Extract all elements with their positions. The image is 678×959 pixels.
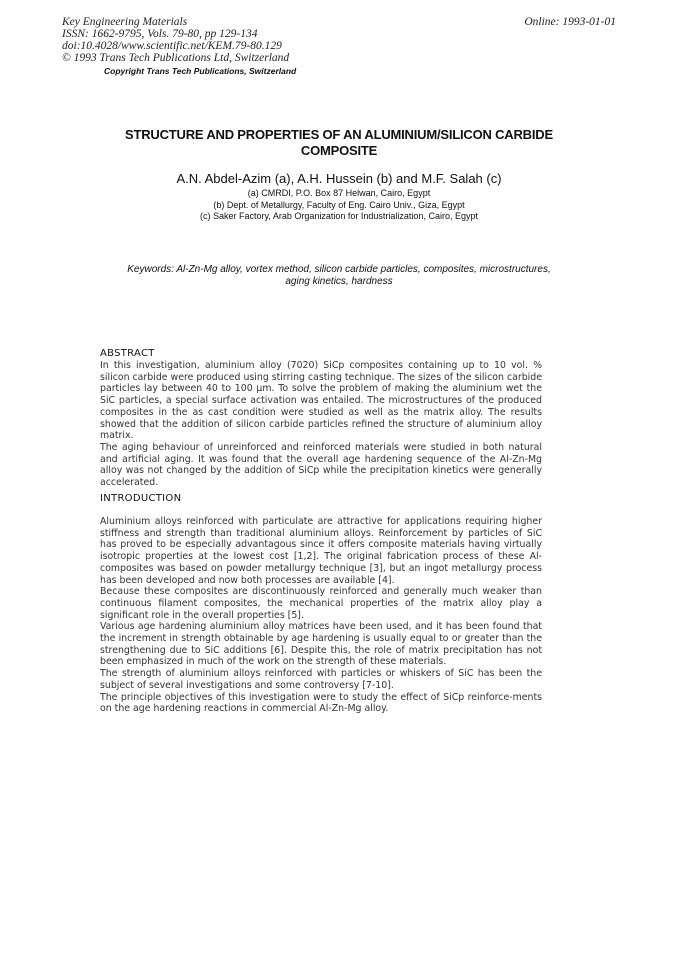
affiliation-b: (b) Dept. of Metallurgy, Faculty of Eng. Cairo Univ., Giza, Egypt (213, 199, 465, 210)
abstract-paragraph: The aging behaviour of unreinforced and reinforced materials were studied in both natural and artificial aging. It was found that the overall age hardening sequence of the Al-Zn-Mg alloy was not changed by the addition of SiCp while the precipitation kinetics were generally accelerated. (100, 441, 542, 489)
journal-copyright-line: © 1993 Trans Tech Publications Ltd, Switzerland (62, 52, 290, 64)
journal-issn: ISSN: 1662-9795, Vols. 79-80, pp 129-134 (62, 28, 258, 40)
abstract-paragraph: In this investigation, aluminium alloy (7020) SiCp composites containing up to 10 vol. % silicon carbide were produced using stirring casting technique. The sizes of the silicon carbide particles lay between 40 to 100 µm. To solve the problem of making the aluminium wet the SiC particles, a special surface activation was entailed. The microstructures of the produced composites in the as cast condition were studied as well as the matrix alloy. The results showed that the addition of silicon carbide particles refined the structure of aluminium alloy matrix. (100, 360, 542, 442)
journal-info (62, 16, 289, 64)
introduction-body (100, 516, 542, 715)
introduction-paragraph: Aluminium alloys reinforced with particulate are attractive for applications requiring higher stiffness and strength than traditional aluminium alloys. Reinforcement by particles of SiC has proved to be especially advantagous since it offers composite materials having virtually isotropic properties at the lowest cost [1,2]. The original fabrication process of these Al-composites was based on powder metallurgy technique [3], but an ingot metallurgy process has been developed and now both processes are available [4]. (100, 516, 542, 586)
introduction-paragraph: The strength of aluminium alloys reinforced with particles or whiskers of SiC has been the subject of several investigations and some controversy [7-10]. (100, 668, 542, 691)
journal-name: Key Engineering Materials (62, 16, 188, 28)
keywords (100, 264, 578, 287)
introduction-paragraph: The principle objectives of this investigation were to study the effect of SiCp reinforce-ments on the age hardening reactions in commercial Al-Zn-Mg alloy. (100, 691, 542, 715)
author-list: A.N. Abdel-Azim (a), A.H. Hussein (b) and M.F. Salah (c) (176, 171, 502, 186)
online-date: Online: 1993-01-01 (524, 16, 616, 28)
introduction-heading: INTRODUCTION (100, 493, 182, 504)
copyright-notice: Copyright Trans Tech Publications, Switzerland (104, 66, 297, 76)
introduction-paragraph: Because these composites are discontinuously reinforced and generally much weaker than continuous filament composites, the mechanical properties of the matrix alloy play a significant role in the overall properties [5]. (100, 586, 542, 621)
paper-title-line: STRUCTURE AND PROPERTIES OF AN ALUMINIUM/SILICON CARBIDE (125, 127, 553, 142)
abstract-body (100, 360, 542, 489)
affiliation-a: (a) CMRDI, P.O. Box 87 Helwan, Cairo, Egypt (247, 188, 431, 198)
keywords-line: Keywords: Al-Zn-Mg alloy, vortex method, silicon carbide particles, composites, microstructures, (127, 264, 551, 275)
affiliation-c: (c) Saker Factory, Arab Organization for Industrialization, Cairo, Egypt (200, 211, 478, 221)
paper-title (60, 127, 618, 159)
introduction-paragraph: Various age hardening aluminium alloy matrices have been used, and it has been found that the increment in strength obtainable by age hardening is usually equal to or greater than the strengthening due to SiC additions [6]. Despite this, the role of matrix precipitation has not been emphasized in much of the work on the strength of these materials. (100, 621, 542, 668)
keywords-line: aging kinetics, hardness (285, 275, 393, 287)
journal-doi: doi:10.4028/www.scientific.net/KEM.79-80.129 (62, 40, 282, 52)
abstract-heading: ABSTRACT (100, 348, 155, 359)
paper-title-line: COMPOSITE (300, 143, 378, 158)
affiliations (60, 188, 618, 223)
